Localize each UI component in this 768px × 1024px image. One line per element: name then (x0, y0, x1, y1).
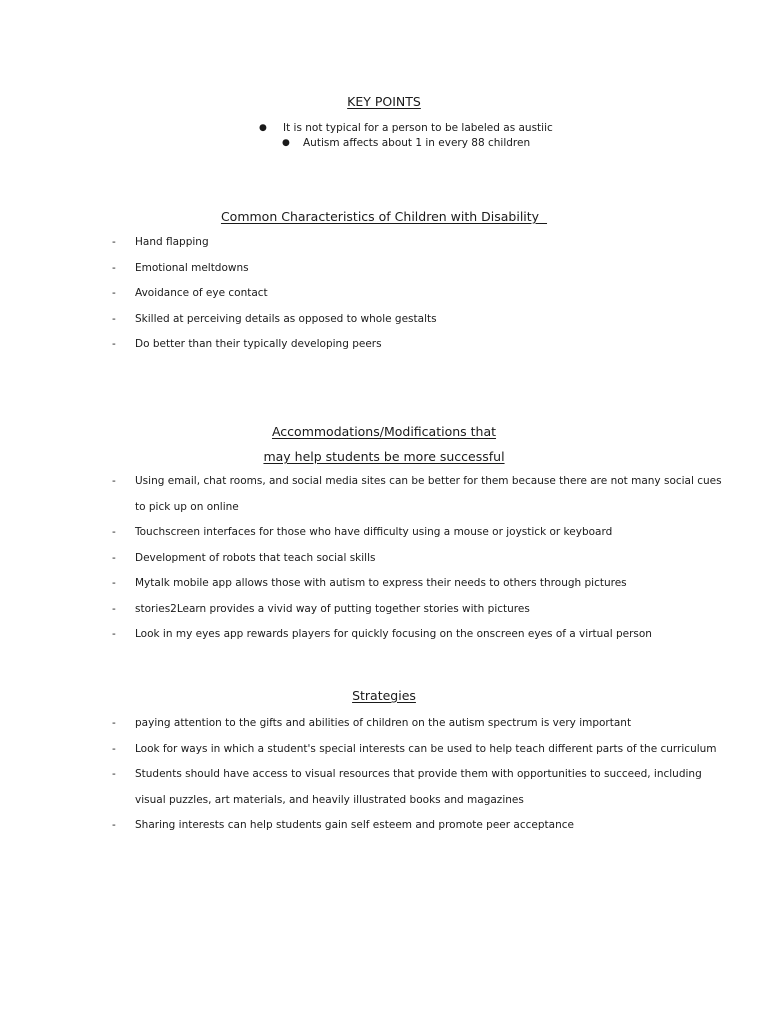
accommodation-text: Mytalk mobile app allows those with autism to express their needs to others through pictures (135, 577, 627, 589)
characteristics-heading: Common Characteristics of Children with Disability (220, 209, 548, 224)
dash-marker: - (112, 743, 116, 755)
accommodation-text: Touchscreen interfaces for those who have difficulty using a mouse or joystick or keyboard (135, 526, 613, 538)
bullet-icon: ● (282, 138, 290, 148)
key-points-heading: KEY POINTS (347, 94, 421, 109)
characteristic-text: Skilled at perceiving details as opposed to whole gestalts (135, 313, 437, 325)
strategies-heading: Strategies (352, 688, 416, 703)
strategy-text: Sharing interests can help students gain self esteem and promote peer acceptance (135, 819, 574, 831)
dash-marker: - (112, 338, 116, 350)
dash-marker: - (112, 526, 116, 538)
characteristic-text: Avoidance of eye contact (135, 287, 268, 299)
dash-marker: - (112, 768, 116, 780)
dash-marker: - (112, 577, 116, 589)
accommodations-heading-line-1: Accommodations/Modifications that (271, 424, 497, 439)
accommodation-text: Look in my eyes app rewards players for quickly focusing on the onscreen eyes of a virtual person (135, 628, 652, 640)
strategy-text: paying attention to the gifts and abilities of children on the autism spectrum is very important (135, 717, 632, 729)
strategy-text: Look for ways in which a student's special interests can be used to help teach different parts of the curriculum (135, 743, 717, 755)
accommodation-text: Development of robots that teach social skills (135, 552, 376, 564)
key-point-2: Autism affects about 1 in every 88 children (303, 137, 531, 149)
accommodations-heading-line-2: may help students be more successful (263, 449, 505, 464)
dash-marker: - (112, 313, 116, 325)
accommodation-text: Using email, chat rooms, and social media sites can be better for them because there are not many social cues (135, 475, 722, 487)
characteristic-text: Do better than their typically developing peers (135, 338, 382, 350)
dash-marker: - (112, 552, 116, 564)
characteristic-text: Emotional meltdowns (135, 262, 249, 274)
dash-marker: - (112, 819, 116, 831)
bullet-icon: ● (259, 123, 267, 133)
strategy-text: visual puzzles, art materials, and heavily illustrated books and magazines (135, 794, 524, 806)
accommodation-text: to pick up on online (135, 501, 239, 513)
dash-marker: - (112, 603, 116, 615)
accommodation-text: stories2Learn provides a vivid way of putting together stories with pictures (135, 603, 530, 615)
dash-marker: - (112, 236, 116, 248)
dash-marker: - (112, 475, 116, 487)
dash-marker: - (112, 262, 116, 274)
key-point-1: It is not typical for a person to be labeled as austiic (283, 122, 553, 134)
characteristic-text: Hand flapping (135, 236, 209, 248)
dash-marker: - (112, 628, 116, 640)
dash-marker: - (112, 287, 116, 299)
strategy-text: Students should have access to visual resources that provide them with opportunities to succeed, including (135, 768, 702, 780)
dash-marker: - (112, 717, 116, 729)
